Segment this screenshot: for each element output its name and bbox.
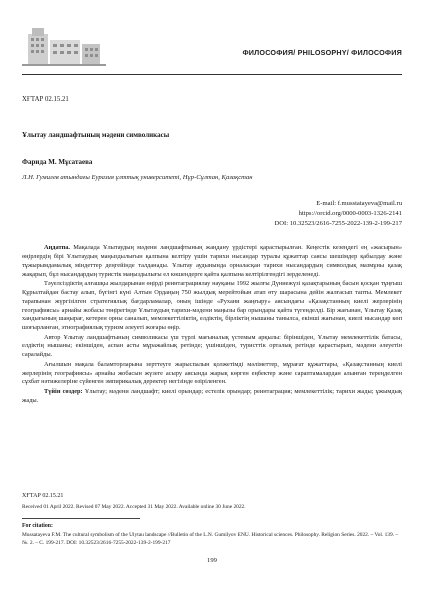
author-affiliation: Л.Н. Гумилев атындағы Еуразия ұлттық университеті, Нұр-Сұлтан, Қазақстан (22, 174, 253, 181)
author-orcid[interactable]: https://orcid.org/0000-0003-1326-2141 (298, 210, 402, 218)
article-title: Ұлытау ландшафтының мәдени символикасы (22, 131, 170, 139)
page-number: 199 (207, 557, 217, 564)
citation-text: Mussatayeva F.M. The cultural symbolism of the Ulytau landscape //Bulletin of the L.N. Gumilyov ENU. Historical sciences. Philosophy. Religion Series. 2022. – Vol. 139. – №. 2. – С. 199-217. DOI: 10.32523/2616-7255-2022-139-2-199-217 (22, 532, 399, 546)
abstract-paragraph: Ағылшын мақала баламторларына зерттеуге жарыспалын қолжетімді мәліметтер, мұрағат құжаттары, «Қазақстанның киелі жерлерінің географиясы» арнайы жобасын жүзеге асыру аясында жарық көрген еңбектер және сараптамалардан алынған тереңделген сұхбат нәтижелеріне сүйенген эмпирикалық деректер негізінде өзіріленген. (22, 360, 402, 386)
journal-header (22, 20, 402, 76)
abstract-label: Аңдатпа. (44, 244, 70, 251)
keywords-label: Түйін сөздер: (44, 387, 83, 395)
university-building-logo-icon (22, 24, 106, 70)
section-label: ФИЛОСОФИЯ/ PHILOSOPHY/ ФИЛОСОФИЯ (242, 48, 402, 57)
irstea-code-bottom: ХҒТАР 02.15.21 (22, 493, 64, 499)
article-doi[interactable]: DOI: 10.32523/2616-7255-2022-139-2-199-217 (274, 220, 402, 228)
abstract-paragraph: Аңдатпа. Мақалада Ұлытаудың мәдени ландшафтының жаңдану үрдістері қарастырылған. Кеңестік кезеңдегі ең «жасырын» өңірлердің бірі Ұлытаудың маңыздылығын қалпына келтіру үшін тарихи нысандар туралы құжаттар саясы шешімдер қабылдау және тұжырымдамалық міндеттер деңгейінде талданады. Ұлытау аудынында орналасқан тарихи нысандардың символдық мазмұны қазақ жақарып, бұл нысандардың туристік маңыздылығы ел көшендерге қайта қалпына келтірілгендігі зерделенеді. (22, 244, 402, 278)
author-name: Фарида М. Мұсатаева (22, 158, 93, 166)
contact-block (275, 199, 402, 230)
author-email[interactable]: E-mail: f.musstatayeva@mail.ru (316, 200, 402, 207)
citation-label: For citation: (22, 523, 53, 529)
abstract-paragraph: Автор Ұлытау ландшафтының символикасы үш түрлі мағыналық үстемым арқылы: біріншіден, Ұлытау мемлекеттілік батасы, елдіктің нышаны; екіншіден, аспан асты мұражайлық ретінде; үшіншіден, туристтік орталық ретінде қарастырып, мәдени әлеуетін саралайды. (22, 333, 402, 359)
abstract-body (22, 244, 402, 406)
header-divider (22, 74, 402, 75)
irstea-code: ХҒТАР 02.15.21 (22, 96, 69, 103)
abstract-paragraph: Тәуелсіздіктің алғашқы жылдарынан өңірді реинтаграциялау науқаны 1992 жылғы Дүниежүзі қазақтарының басын қосқан тұңғыш Құрылтайдан бастау алып, бүгінгі күні Алтын Ордаңың 750 жылдық мерейтойын атап өту шарасына дейін жалғасып тапты. Мемлекет тарапынан жүргізілген стратегиялық бағдарламалар, оның ішінде «Рухани жаңғыру» аясындағы «Қазақстанның киелі жерлерінің географиясы» арнайы жобасы төңірегінде Ұлытаудың тарихи-мәдени маңызы бар орындары қайта түгенделді. Бір жағынан, Ұлытау Қазақ хандығының шаңырағ, кетерен орны саналып, мемлекеттіліктің, елдіктің, бірліктің нышаны танылса, екінші жағынан, киелі нысандар көп шоғырланған, этнографиялық туризм әлеуеті жоғары өңір. (22, 279, 402, 332)
publication-dates: Received 01 April 2022. Revised 07 May 2022. Accepted 31 May 2022. Available online 30 June 2022. (22, 504, 246, 510)
footnote-divider (22, 518, 140, 519)
keywords: Түйін сөздер: Ұлытау; мәдени ландшафт; киелі орындар; естелік орындар; реинтаграция; мемлекеттілік; тарихи жады; ұжымдық жады. (22, 387, 403, 404)
